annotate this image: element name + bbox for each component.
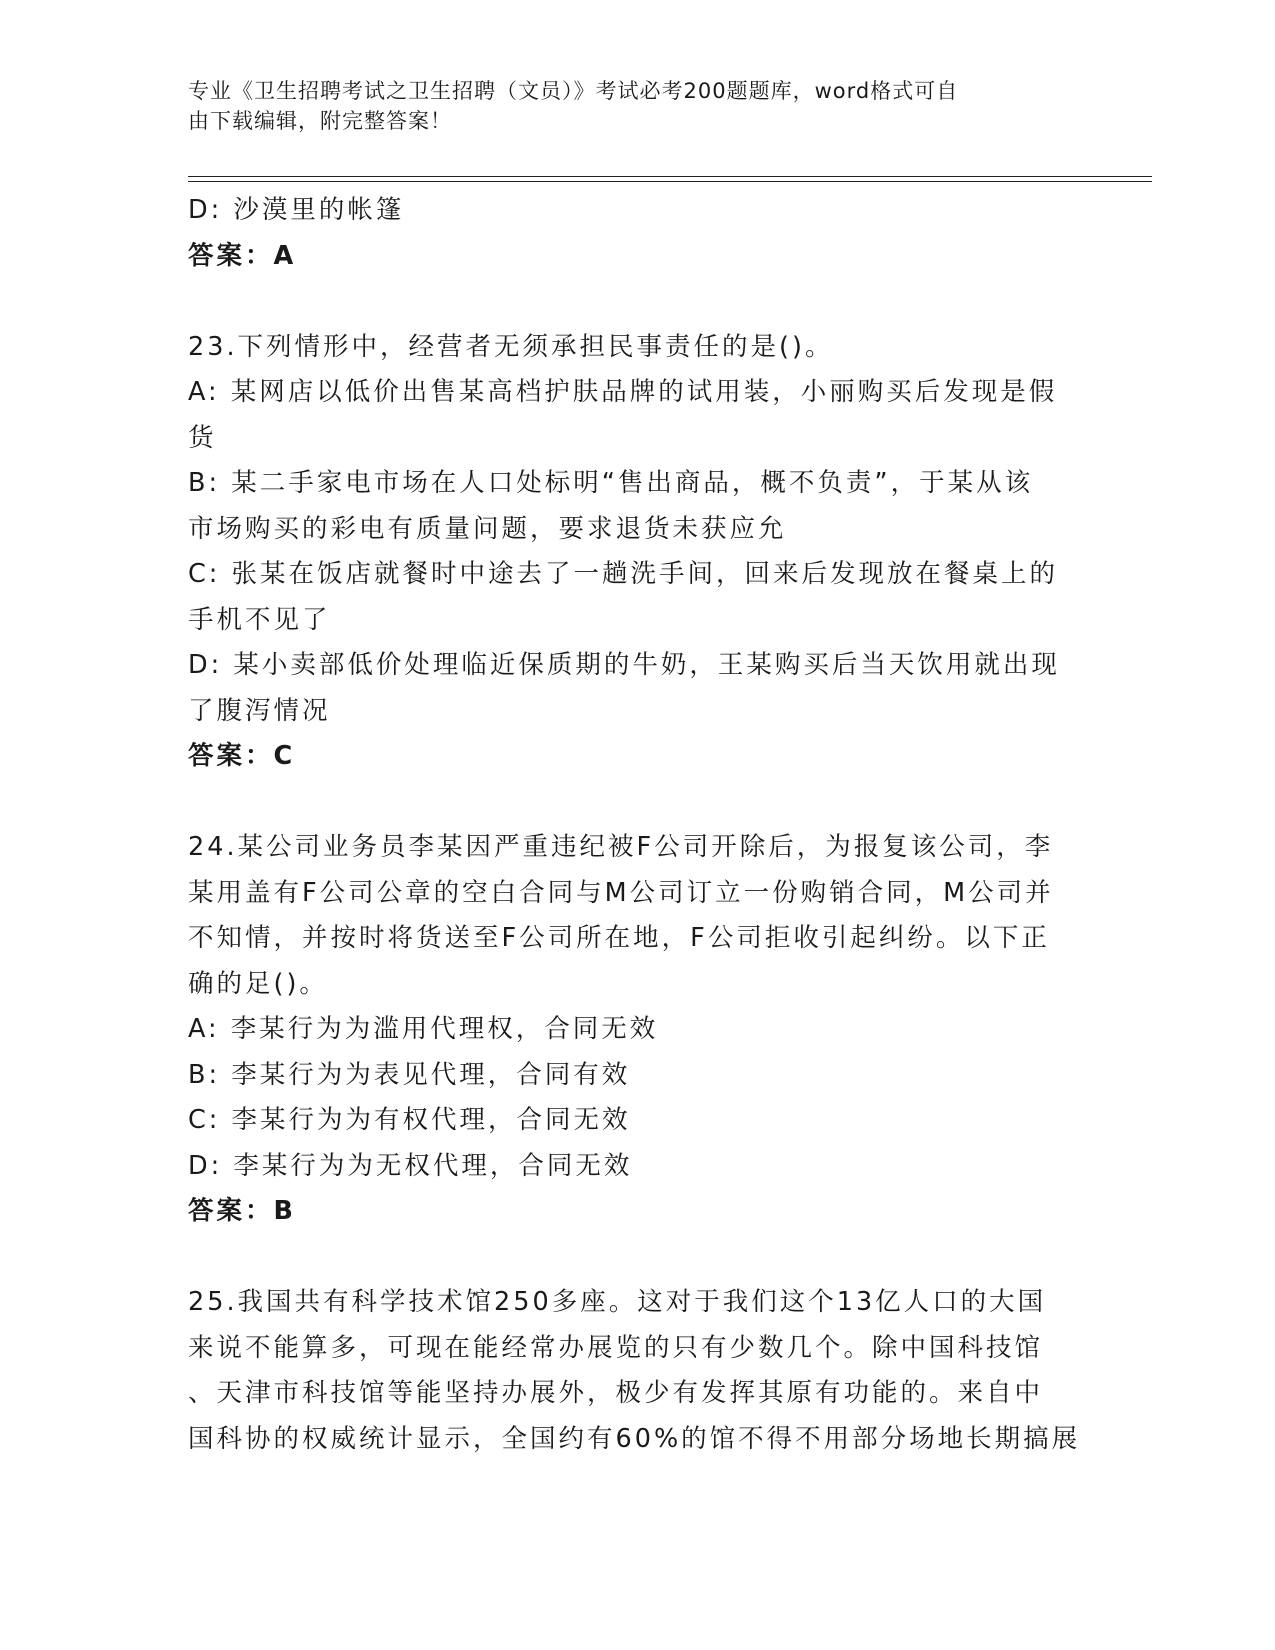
q22-option-d: D: 沙漠里的帐篷 [188,195,405,225]
q24-option-b: B: 李某行为为表见代理，合同有效 [188,1059,631,1090]
q24-option-c: C: 李某行为为有权代理，合同无效 [188,1105,631,1135]
q24-option-d: D: 李某行为为无权代理，合同无效 [188,1150,633,1181]
header-divider-bottom [188,181,1152,182]
q23-option-c-line-2: 手机不见了 [188,604,331,635]
q23-option-b-line-2: 市场购买的彩电有质量问题，要求退货未获应允 [188,513,787,544]
q23-stem: 23.下列情形中，经营者无须承担民事责任的是()。 [188,331,834,362]
header-line-2: 由下载编辑，附完整答案！ [188,109,452,133]
q24-option-a: A: 李某行为为滥用代理权，合同无效 [188,1014,659,1044]
question-25 [188,1280,1088,1462]
question-22-tail [188,188,1088,279]
question-23 [188,325,1088,780]
q23-option-b-line-1: B: 某二手家电市场在人口处标明“售出商品，概不负责”，于某从该 [188,468,1034,498]
q22-answer: 答案：A [188,240,297,271]
q24-stem-line-4: 确的足()。 [188,968,328,999]
q23-option-c-line-1: C: 张某在饭店就餐时中途去了一趟洗手间，回来后发现放在餐桌上的 [188,559,1059,589]
q25-stem-line-1: 25.我国共有科学技术馆250多座。这对于我们这个13亿人口的大国 [188,1287,1047,1317]
q25-stem-line-2: 来说不能算多，可现在能经常办展览的只有少数几个。除中国科技馆 [188,1332,1044,1363]
q24-answer: 答案：B [188,1196,296,1226]
spacer [188,1235,1088,1281]
document-header [188,76,1068,136]
question-content [188,188,1088,1462]
header-line-1: 专业《卫生招聘考试之卫生招聘（文员）》考试必考200题题库，word格式可自 [188,79,959,103]
q25-stem-line-4: 国科协的权威统计显示，全国约有60%的馆不得不用部分场地长期搞展 [188,1423,1081,1454]
q24-stem-line-2: 某用盖有F公司公章的空白合同与M公司订立一份购销合同，M公司并 [188,877,1054,908]
q24-stem-line-1: 24.某公司业务员李某因严重违纪被F公司开除后，为报复该公司，李 [188,832,1054,862]
spacer [188,279,1088,325]
q24-stem-line-3: 不知情，并按时将货送至F公司所在地，F公司拒收引起纠纷。以下正 [188,923,1050,953]
question-24 [188,825,1088,1235]
q23-option-d-line-2: 了腹泻情况 [188,695,331,726]
q23-option-a-line-2: 货 [188,422,217,453]
q23-option-d-line-1: D: 某小卖部低价处理临近保质期的牛奶，王某购买后当天饮用就出现 [188,650,1060,680]
q25-stem-line-3: 、天津市科技馆等能坚持办展外，极少有发挥其原有功能的。来自中 [188,1378,1044,1408]
spacer [188,780,1088,826]
q23-option-a-line-1: A: 某网店以低价出售某高档护肤品牌的试用装，小丽购买后发现是假 [188,377,1058,407]
q23-answer: 答案：C [188,741,296,771]
header-divider-top [188,176,1152,177]
